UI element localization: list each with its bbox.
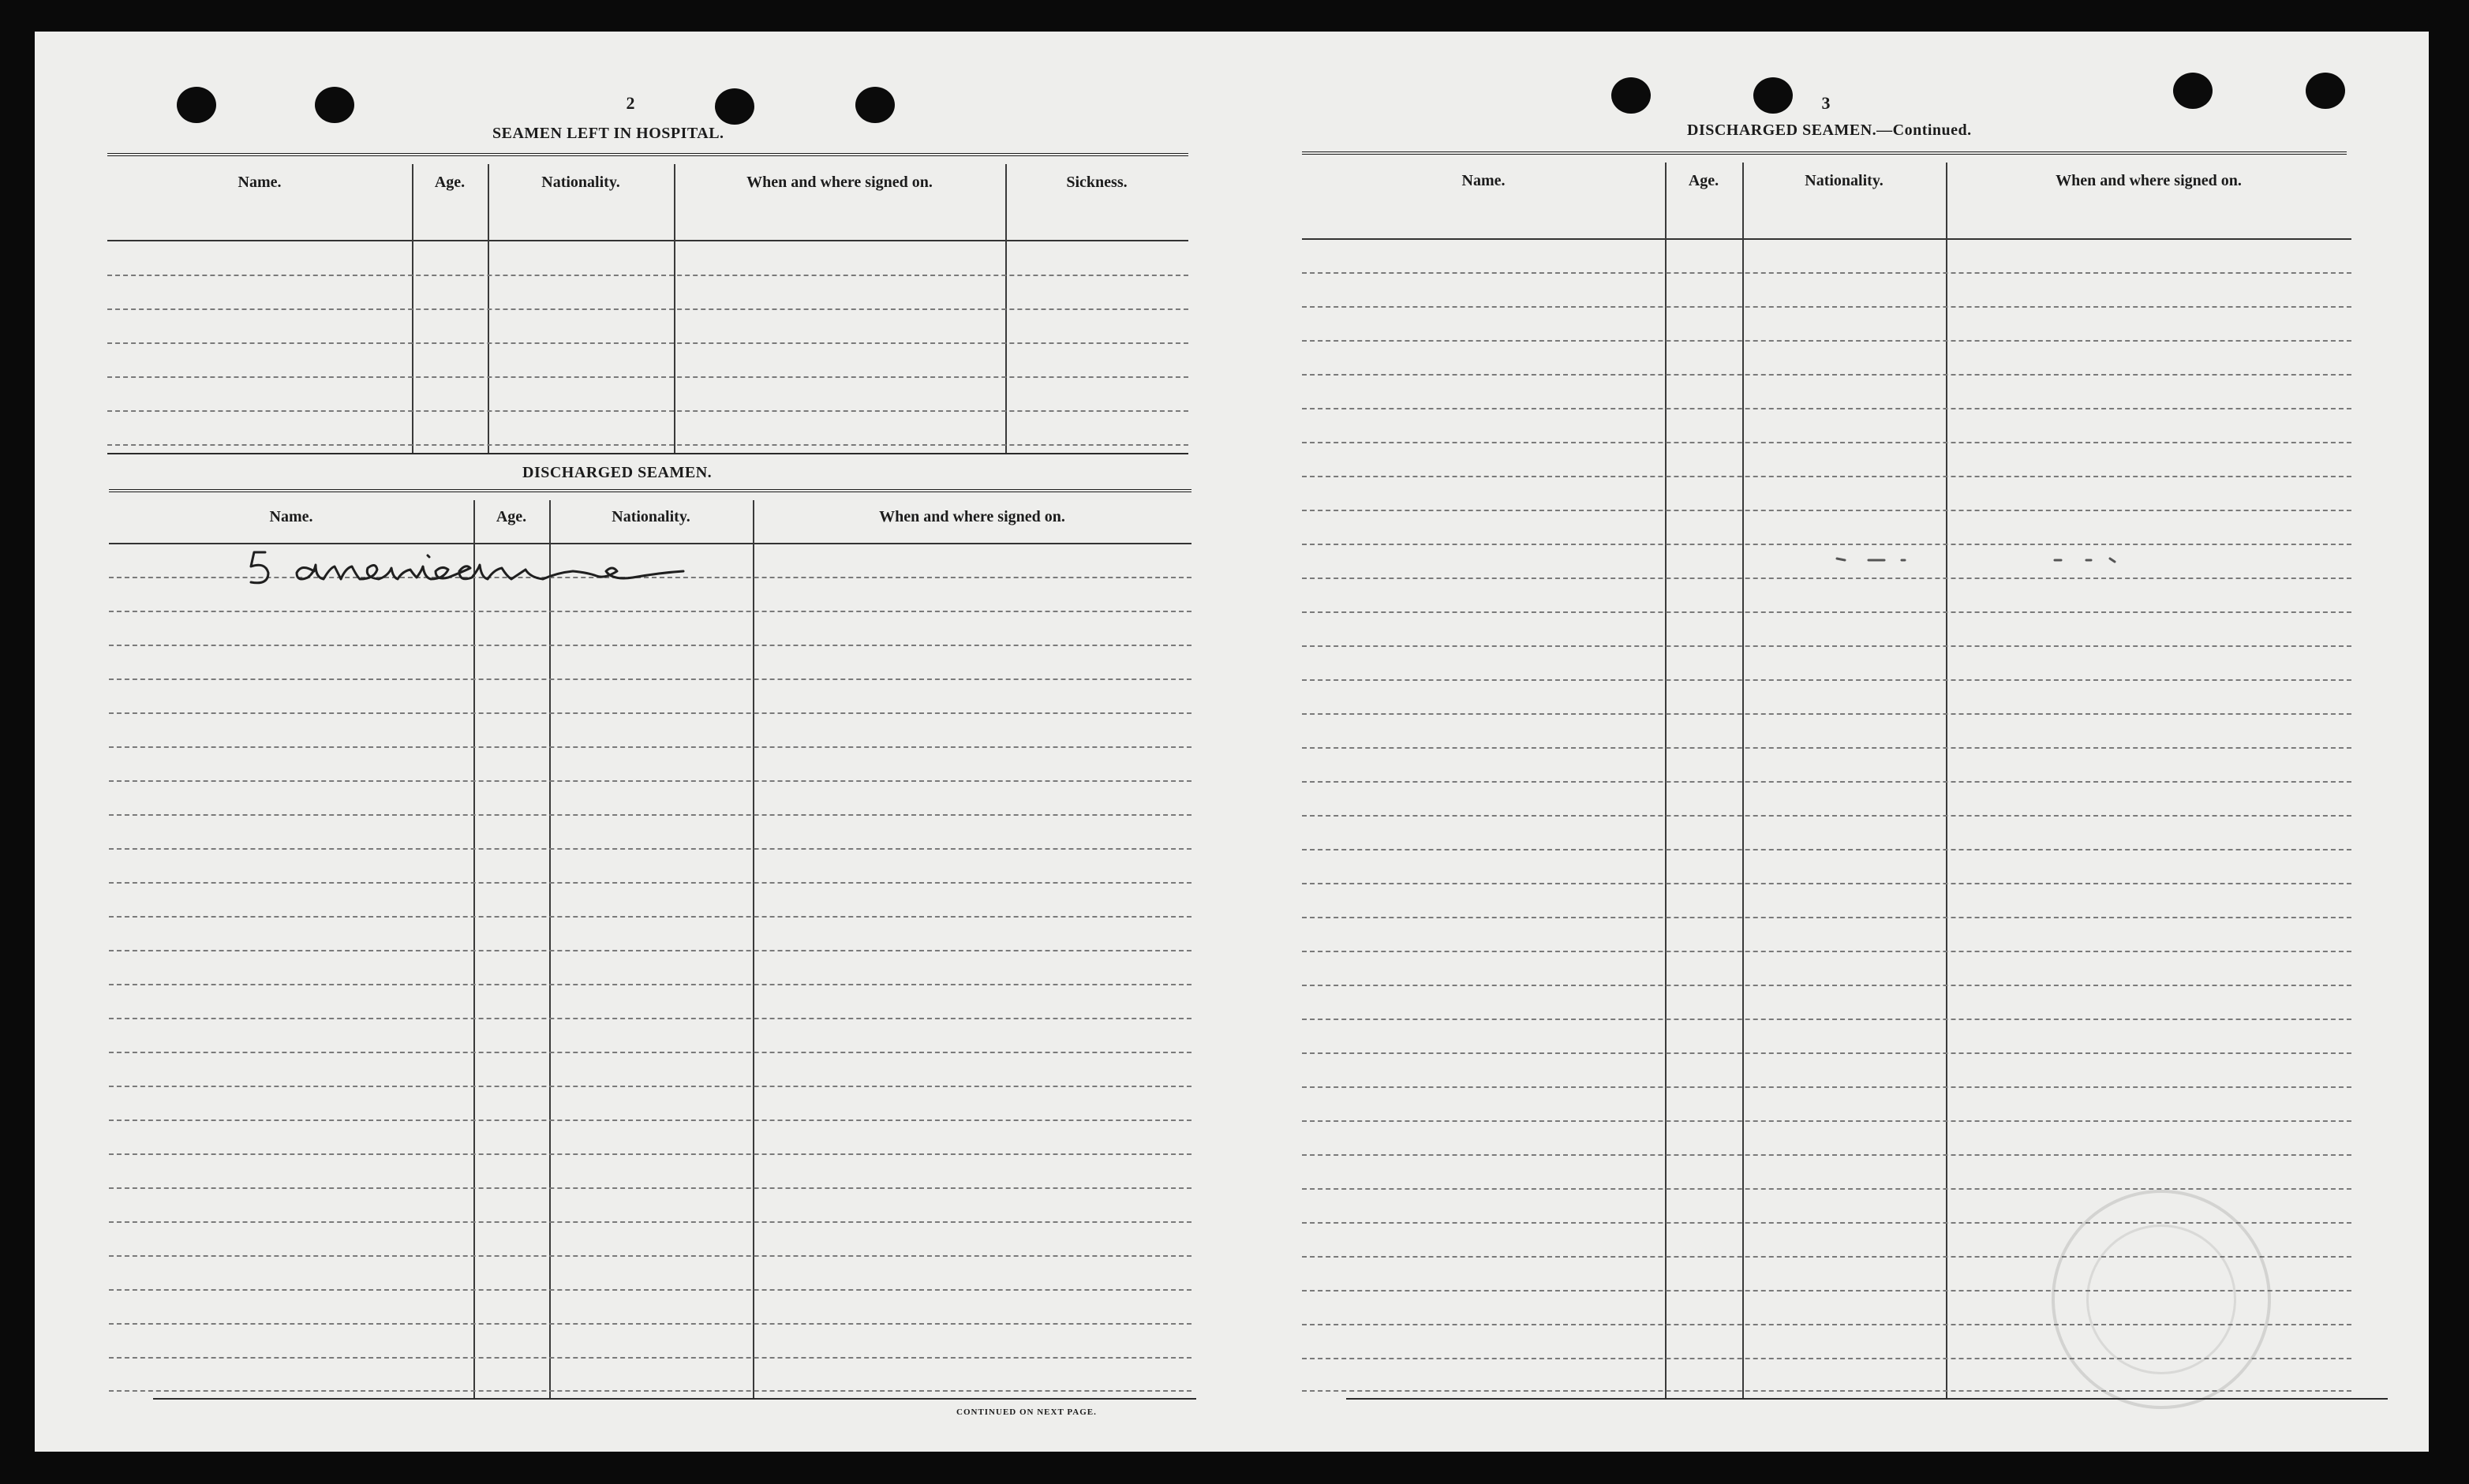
column-header-signed-on: When and where signed on.: [2056, 172, 2242, 189]
column-header-name: Name.: [238, 174, 282, 191]
entry-row-line: [109, 746, 1191, 748]
entry-row-line: [109, 916, 1191, 918]
entry-row-line: [1302, 374, 2351, 376]
entry-row-line: [107, 444, 1188, 446]
entry-row-line: [109, 882, 1191, 884]
header-underline: [107, 240, 1188, 241]
entry-row-line: [1302, 679, 2351, 681]
entry-row-line: [1302, 1052, 2351, 1054]
entry-row-line: [1302, 510, 2351, 511]
faint-stamp-seal: [2052, 1190, 2271, 1409]
continued-note: CONTINUED ON NEXT PAGE.: [956, 1407, 1097, 1417]
entry-row-line: [109, 611, 1191, 612]
column-header-age: Age.: [496, 508, 527, 525]
faint-pencil-marks: [1834, 544, 2134, 568]
entry-row-line: [109, 950, 1191, 951]
column-divider: [473, 500, 475, 1398]
entry-row-line: [1302, 578, 2351, 579]
punch-hole: [2173, 73, 2213, 109]
handwritten-entry: [241, 536, 707, 600]
column-divider: [1665, 163, 1667, 1398]
page-number: 3: [1821, 93, 1831, 113]
entry-row-line: [1302, 815, 2351, 817]
entry-row-line: [109, 1390, 1191, 1392]
discharged-continued-title: DISCHARGED SEAMEN.—Continued.: [1687, 121, 1972, 139]
entry-row-line: [107, 275, 1188, 276]
entry-row-line: [1302, 781, 2351, 783]
column-header-nationality: Nationality.: [541, 174, 620, 191]
punch-hole: [715, 88, 754, 125]
entry-row-line: [109, 1187, 1191, 1189]
column-divider: [549, 500, 551, 1398]
entry-row-line: [1302, 1019, 2351, 1020]
entry-row-line: [1302, 849, 2351, 850]
entry-row-line: [1302, 645, 2351, 647]
hospital-table: [107, 164, 1188, 453]
column-header-signed-on: When and where signed on.: [746, 174, 933, 191]
header-underline: [1302, 238, 2351, 240]
entry-row-line: [109, 1018, 1191, 1019]
entry-row-line: [1302, 340, 2351, 342]
entry-row-line: [1302, 306, 2351, 308]
right-page: [1258, 32, 2429, 1452]
entry-row-line: [109, 780, 1191, 782]
entry-row-line: [109, 1357, 1191, 1359]
entry-row-line: [109, 1323, 1191, 1325]
entry-row-line: [109, 645, 1191, 646]
entry-row-line: [109, 712, 1191, 714]
hospital-top-rule: [107, 153, 1188, 156]
entry-row-line: [109, 678, 1191, 680]
discharged-top-rule: [109, 489, 1191, 492]
column-header-age: Age.: [434, 174, 466, 191]
entry-row-line: [107, 376, 1188, 378]
entry-row-line: [1302, 476, 2351, 477]
entry-row-line: [1302, 747, 2351, 749]
entry-row-line: [1302, 1188, 2351, 1190]
column-header-sickness: Sickness.: [1066, 174, 1128, 191]
column-header-name: Name.: [1461, 172, 1506, 189]
entry-row-line: [109, 1221, 1191, 1223]
entry-row-line: [109, 814, 1191, 816]
entry-row-line: [1302, 272, 2351, 274]
entry-row-line: [1302, 883, 2351, 884]
entry-row-line: [107, 308, 1188, 310]
entry-row-line: [109, 1052, 1191, 1053]
punch-hole: [1611, 77, 1651, 114]
discharged-bottom-rule: [1346, 1398, 2388, 1400]
register-sheet: [35, 32, 2429, 1452]
entry-row-line: [1302, 544, 2351, 545]
entry-row-line: [109, 1289, 1191, 1291]
entry-row-line: [1302, 611, 2351, 613]
column-header-signed-on: When and where signed on.: [879, 508, 1065, 525]
entry-row-line: [1302, 951, 2351, 952]
entry-row-line: [1302, 442, 2351, 443]
entry-row-line: [109, 848, 1191, 850]
entry-row-line: [1302, 713, 2351, 715]
entry-row-line: [1302, 1154, 2351, 1156]
column-header-nationality: Nationality.: [1805, 172, 1884, 189]
entry-row-line: [107, 410, 1188, 412]
entry-row-line: [1302, 1086, 2351, 1088]
entry-row-line: [1302, 917, 2351, 918]
discharged-top-rule: [1302, 151, 2347, 155]
punch-hole: [2306, 73, 2345, 109]
hospital-bottom-rule: [107, 453, 1188, 454]
hospital-section-title: SEAMEN LEFT IN HOSPITAL.: [492, 125, 724, 142]
discharged-table-left: [109, 500, 1191, 1398]
punch-hole: [177, 87, 216, 123]
column-header-name: Name.: [269, 508, 313, 525]
entry-row-line: [109, 1120, 1191, 1121]
punch-hole: [855, 87, 895, 123]
column-header-nationality: Nationality.: [612, 508, 690, 525]
column-header-age: Age.: [1688, 172, 1719, 189]
entry-row-line: [109, 1153, 1191, 1155]
entry-row-line: [1302, 408, 2351, 409]
column-divider: [753, 500, 754, 1398]
entry-row-line: [1302, 985, 2351, 986]
discharged-bottom-rule: [153, 1398, 1196, 1400]
page-number: 2: [626, 93, 635, 113]
entry-row-line: [109, 1086, 1191, 1087]
column-divider: [1946, 163, 1947, 1398]
entry-row-line: [109, 984, 1191, 985]
entry-row-line: [109, 1255, 1191, 1257]
entry-row-line: [107, 342, 1188, 344]
left-page: [35, 32, 1218, 1452]
column-divider: [1742, 163, 1744, 1398]
discharged-section-title: DISCHARGED SEAMEN.: [522, 464, 713, 481]
entry-row-line: [1302, 1120, 2351, 1122]
punch-hole: [315, 87, 354, 123]
